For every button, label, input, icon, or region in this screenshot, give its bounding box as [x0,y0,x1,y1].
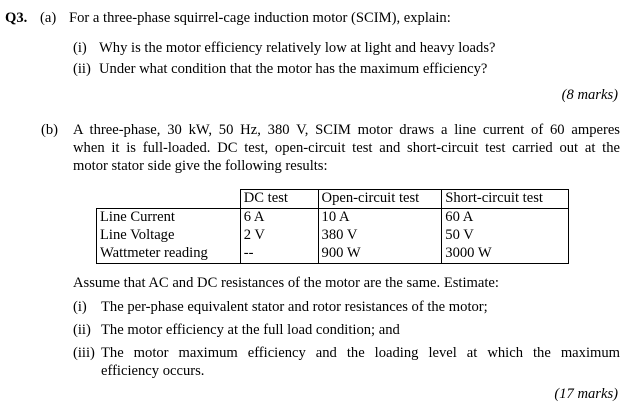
part-a-marks: (8 marks) [561,87,618,103]
table-cell: Line Voltage [97,227,241,245]
table-cell: 60 A [442,209,569,228]
part-b-line-2: when it is full-loaded. DC test, open-circuit test and short-circuit test carried out at the [73,140,620,156]
table-header-cell: Open-circuit test [318,190,442,209]
table-header-cell [97,190,241,209]
table-header-row [97,190,569,209]
table-cell: Line Current [97,209,241,228]
part-b-item-i-number: (i) [73,299,87,315]
part-b-line-3: motor stator side give the following results: [73,158,328,174]
part-b-label: (b) [41,122,59,138]
part-a-item-ii-text: Under what condition that the motor has the maximum efficiency? [99,61,488,77]
part-a-item-i-number: (i) [73,40,87,56]
part-b-marks: (17 marks) [554,386,618,402]
question-number: Q3. [5,10,28,26]
table-cell: 6 A [240,209,318,228]
table-row [97,245,569,264]
table-cell: 50 V [442,227,569,245]
part-a-item-i-text: Why is the motor efficiency relatively low at light and heavy loads? [99,40,496,56]
table-cell: 900 W [318,245,442,264]
table-cell: 380 V [318,227,442,245]
part-b-item-ii-number: (ii) [73,322,91,338]
part-b-item-iii-text-cont: efficiency occurs. [101,363,205,379]
test-results-table [96,189,569,264]
part-a-intro: For a three-phase squirrel-cage induction motor (SCIM), explain: [69,10,451,26]
table-cell: Wattmeter reading [97,245,241,264]
part-b-item-iii-number: (iii) [73,345,95,361]
table-cell: 10 A [318,209,442,228]
table-row [97,209,569,228]
part-b-item-iii-text: The motor maximum efficiency and the loading level at which the maximum [101,345,620,361]
table-row [97,227,569,245]
part-b-item-ii-text: The motor efficiency at the full load condition; and [101,322,400,338]
part-b-line-1: A three-phase, 30 kW, 50 Hz, 380 V, SCIM motor draws a line current of 60 amperes [73,122,620,138]
part-a-label: (a) [40,10,57,26]
table-header-cell: DC test [240,190,318,209]
table-cell: 3000 W [442,245,569,264]
part-a-item-ii-number: (ii) [73,61,91,77]
table-cell: -- [240,245,318,264]
table-header-cell: Short-circuit test [442,190,569,209]
table-cell: 2 V [240,227,318,245]
assume-text: Assume that AC and DC resistances of the motor are the same. Estimate: [73,275,499,291]
part-b-item-i-text: The per-phase equivalent stator and rotor resistances of the motor; [101,299,488,315]
